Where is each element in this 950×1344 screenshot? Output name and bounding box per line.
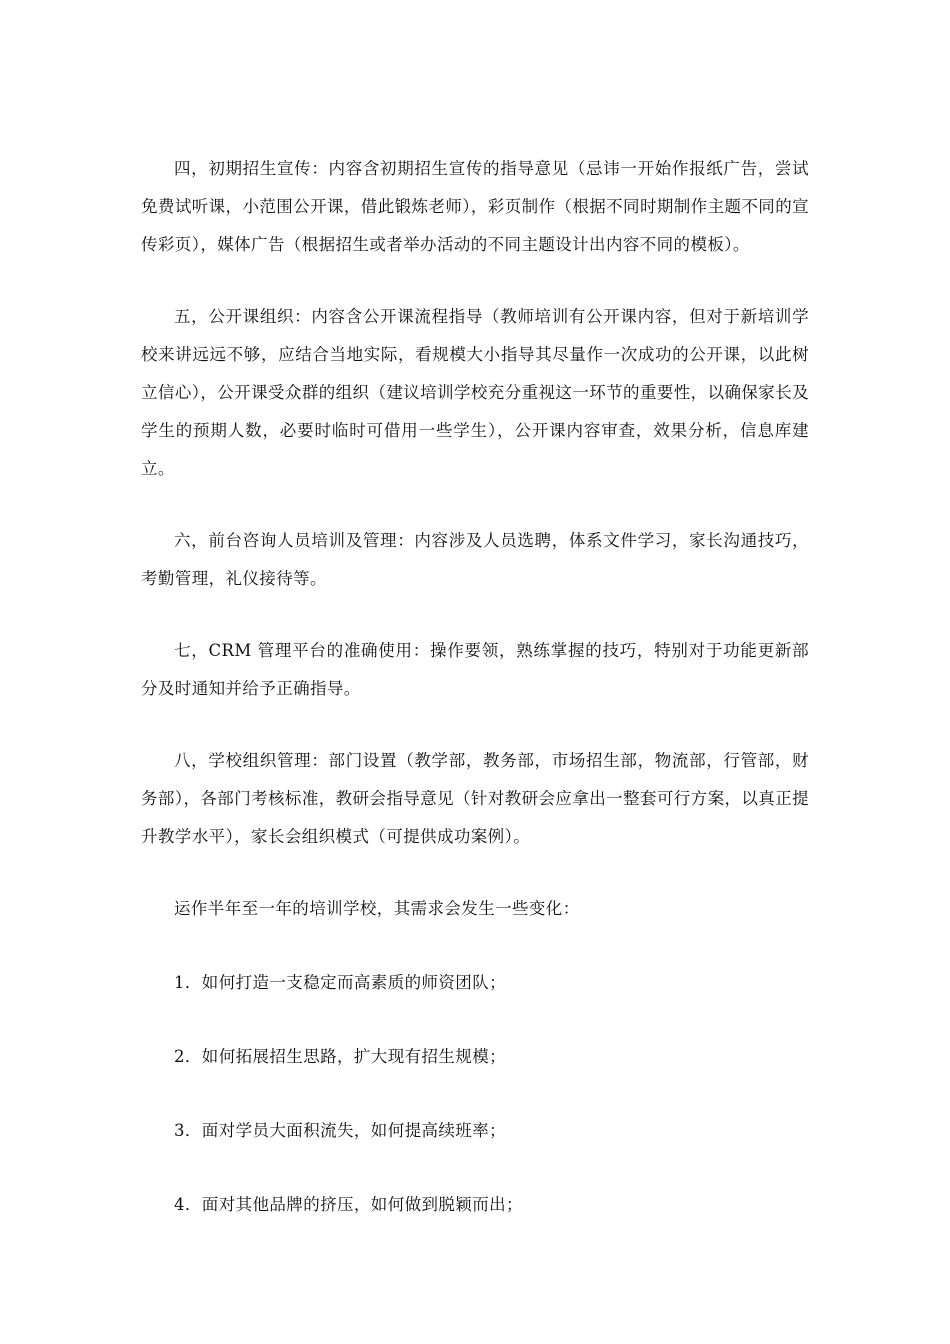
paragraph-initial-promotion: 四，初期招生宣传：内容含初期招生宣传的指导意见（忌讳一开始作报纸广告，尝试免费试听课，小范围公开课，借此锻炼老师），彩页制作（根据不同时期制作主题不同的宣传彩页），媒体广告（根据招生或者举办活动的不同主题设计出内容不同的模板）。 [141,159,809,254]
paragraph-front-desk: 六，前台咨询人员培训及管理：内容涉及人员选聘，体系文件学习，家长沟通技巧，考勤管理，礼仪接待等。 [141,531,809,588]
list-item-enrollment: 2．如何拓展招生思路，扩大现有招生规模； [174,1047,506,1066]
paragraph-crm-platform: 七，CRM 管理平台的准确使用：操作要领，熟练掌握的技巧，特别对于功能更新部分及时通知并给予正确指导。 [141,641,809,698]
paragraph-needs-intro: 运作半年至一年的培训学校，其需求会发生一些变化： [174,899,580,918]
list-item-competition: 4．面对其他品牌的挤压，如何做到脱颖而出； [174,1195,523,1214]
list-item-retention: 3．面对学员大面积流失，如何提高续班率； [174,1121,506,1140]
paragraph-open-class: 五，公开课组织：内容含公开课流程指导（教师培训有公开课内容，但对于新培训学校来讲远远不够，应结合当地实际，看规模大小指导其尽量作一次成功的公开课，以此树立信心），公开课受众群的组织（建议培训学校充分重视这一环节的重要性，以确保家长及学生的预期人数，必要时临时可借用一些学生），公开课内容审查，效果分析，信息库建立。 [141,307,809,478]
document-body [141,150,809,1260]
list-item-teacher-team: 1．如何打造一支稳定而高素质的师资团队； [174,973,506,992]
paragraph-school-management: 八，学校组织管理：部门设置（教学部，教务部，市场招生部，物流部，行管部，财务部），各部门考核标准，教研会指导意见（针对教研会应拿出一整套可行方案，以真正提升教学水平），家长会组织模式（可提供成功案例）。 [141,751,809,846]
